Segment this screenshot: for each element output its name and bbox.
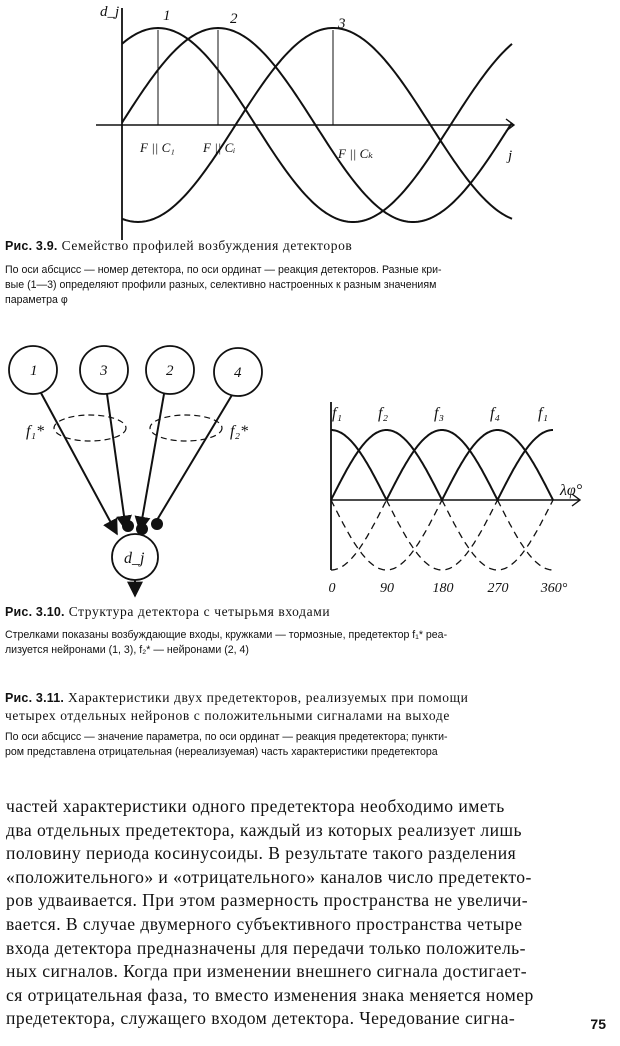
x-axis-label: λφ° xyxy=(560,482,583,499)
curve-label-1: 1 xyxy=(163,8,171,24)
body-line: ных сигналов. Когда при изменении внешнего сигнала достигает- xyxy=(6,961,528,982)
body-line: входа детектора предназначены для передачи только положитель- xyxy=(6,937,526,958)
body-line: «положительного» и «отрицательного» каналов число предетекто- xyxy=(6,866,532,887)
fig-3-11-caption-note: По оси абсцисс — значение параметра, по оси ординат — реакция предетектора; пункти- ром представлена отрицательная (нереализуемая) часть характеристики предетектора xyxy=(5,731,448,758)
fig-3-10-label: Рис. 3.10. xyxy=(5,605,65,619)
characteristic-negative-3 xyxy=(331,500,553,570)
neuron-1-label: 1 xyxy=(30,363,38,379)
neuron-4-label: 4 xyxy=(234,365,242,381)
tick-0: 0 xyxy=(328,581,336,596)
fig-3-9-caption-note: По оси абсцисс — номер детектора, по оси ординат — реакция детекторов. Разные кри- вые (1—3) определяют профили разных, селективно настроенных к разным значениям параметра φ xyxy=(5,264,442,306)
x-axis-label: j xyxy=(508,148,513,164)
body-text xyxy=(6,795,612,1031)
tick-90: 90 xyxy=(380,581,394,596)
detector-label: d_j xyxy=(124,550,145,567)
neuron-2-label: 2 xyxy=(166,363,174,379)
body-line: вается. В случае двумерного субъективного пространства четыре xyxy=(6,913,523,934)
input-3-excitatory xyxy=(107,394,126,530)
group-left-label: f₁* xyxy=(26,423,45,440)
marker-label-3: F || Cₖ xyxy=(338,146,374,161)
y-axis-label: d_j xyxy=(100,4,120,20)
curve-label-3: 3 xyxy=(338,16,346,32)
inhibitory-synapse-1 xyxy=(122,520,134,532)
input-1-excitatory xyxy=(41,393,117,534)
marker-label-2: F || Cᵢ xyxy=(203,140,236,155)
curve-label-2: 2 xyxy=(230,11,238,27)
curve-label-f2: f₂ xyxy=(378,405,389,422)
characteristic-negative-4 xyxy=(331,500,553,570)
figure-3-10 xyxy=(0,330,320,600)
curve-label-f1-repeat: f₁ xyxy=(538,405,549,422)
figure-3-11 xyxy=(310,370,620,598)
group-right-label: f₂* xyxy=(230,423,249,440)
body-line: два отдельных предетектора, каждый из которых реализует лишь xyxy=(6,819,522,840)
body-line: ся отрицательная фаза, то вместо изменения знака меняется номер xyxy=(6,984,534,1005)
fig-3-9-label: Рис. 3.9. xyxy=(5,239,58,253)
characteristic-negative-1 xyxy=(387,500,498,570)
curve-label-f3: f₃ xyxy=(434,405,445,422)
fig-3-9-caption-title: Рис. 3.9. Семейство профилей возбуждения детекторов xyxy=(5,238,353,253)
curve-label-f4: f₄ xyxy=(490,405,501,422)
page-number: 75 xyxy=(590,1016,606,1032)
figure-3-9 xyxy=(0,0,620,245)
input-2-excitatory xyxy=(140,394,164,531)
input-4-inhibitory-line xyxy=(157,395,232,520)
body-line: предетектора, служащего входом детектора. Чередование сигна- xyxy=(6,1008,516,1029)
curve-label-f1: f₁ xyxy=(332,405,343,422)
marker-label-1: F || C₁ xyxy=(140,140,175,155)
fig-3-10-caption-note: Стрелками показаны возбуждающие входы, кружками — тормозные, предетектор f₁* реа- лизуется нейронами (1, 3), f₂* — нейронами (2, 4) xyxy=(5,629,448,656)
inhibitory-synapse-3 xyxy=(151,518,163,530)
characteristic-negative-2 xyxy=(442,500,553,570)
neuron-3-label: 3 xyxy=(100,363,108,379)
tick-180: 180 xyxy=(432,581,454,596)
inhibitory-synapse-2 xyxy=(136,523,148,535)
characteristic-positive-1 xyxy=(331,430,553,500)
body-line: половину периода косинусоиды. В результате такого разделения xyxy=(6,843,517,864)
tick-360: 360° xyxy=(540,581,568,596)
fig-3-11-caption-title: Рис. 3.11. Характеристики двух предетекторов, реализуемых при помощи четырех отдельных нейронов с положительными сигналами на выходе xyxy=(5,690,469,723)
fig-3-11-label: Рис. 3.11. xyxy=(5,691,65,705)
characteristic-positive-3 xyxy=(387,430,498,500)
tick-270: 270 xyxy=(487,581,509,596)
body-line: ров удваивается. При этом размерность пространства не увеличи- xyxy=(6,890,529,911)
fig-3-10-caption-title: Рис. 3.10. Структура детектора с четырьмя входами xyxy=(5,604,331,619)
body-line: частей характеристики одного предетектора необходимо иметь xyxy=(6,796,505,816)
characteristic-positive-2 xyxy=(331,430,553,500)
characteristic-positive-4 xyxy=(442,430,553,500)
